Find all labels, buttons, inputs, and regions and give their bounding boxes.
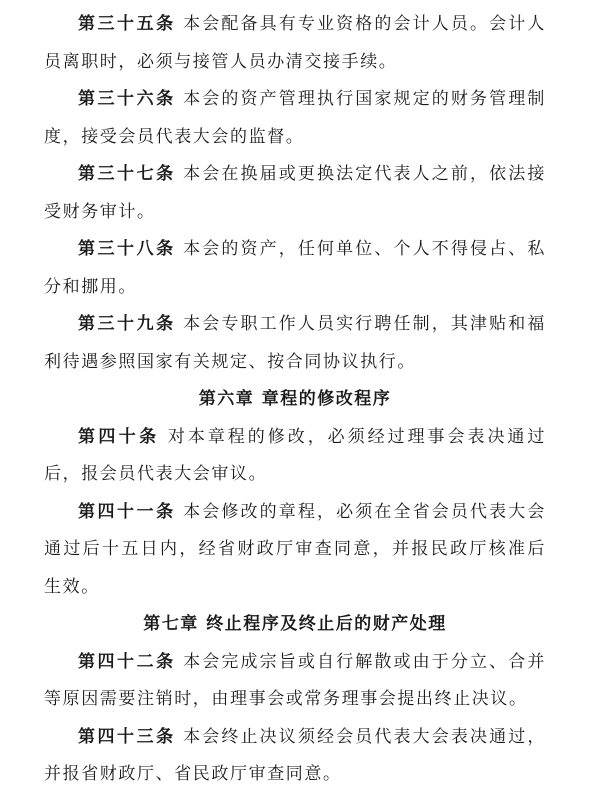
article-39 [44,306,546,381]
article-text: 本会修改的章程，必须在全省会员代表大会通过后十五日内，经省财政厅审查同意，并报民政厅核准后生效。 [44,501,546,597]
article-label: 第三十八条 [78,239,176,259]
article-label: 第三十九条 [78,314,176,334]
article-label: 第三十六条 [78,89,176,109]
article-text: 本会专职工作人员实行聘任制，其津贴和福利待遇参照国家有关规定、按合同协议执行。 [44,314,546,372]
article-42 [44,644,546,719]
article-label: 第三十七条 [78,164,176,184]
article-37 [44,156,546,231]
article-35 [44,6,546,81]
article-label: 第四十二条 [78,651,176,672]
article-label: 第四十条 [78,426,160,447]
article-text: 本会终止决议须经会员代表大会表决通过，并报省财政厅、省民政厅审查同意。 [44,726,546,784]
article-36 [44,81,546,156]
article-text: 本会配备具有专业资格的会计人员。会计人员离职时，必须与接管人员办清交接手续。 [44,14,546,72]
article-text: 本会在换届或更换法定代表人之前，依法接受财务审计。 [44,164,546,222]
article-text: 本会的资产管理执行国家规定的财务管理制度，接受会员代表大会的监督。 [44,89,546,147]
article-text: 对本章程的修改，必须经过理事会表决通过后，报会员代表大会审议。 [44,426,547,484]
document-body [44,0,546,794]
article-text: 本会的资产，任何单位、个人不得侵占、私分和挪用。 [44,239,546,297]
article-label: 第三十五条 [78,14,176,34]
chapter-heading-6: 第六章 章程的修改程序 [198,389,392,409]
article-label: 第四十三条 [78,726,176,747]
article-43 [44,719,546,794]
article-text: 本会完成宗旨或自行解散或由于分立、合并等原因需要注销时，由理事会或常务理事会提出终止决议。 [44,651,546,709]
chapter-heading-7: 第七章 终止程序及终止后的财产处理 [143,614,447,634]
article-label: 第四十一条 [78,501,176,522]
article-38 [44,231,546,306]
article-41 [44,494,546,607]
article-40 [44,419,546,494]
